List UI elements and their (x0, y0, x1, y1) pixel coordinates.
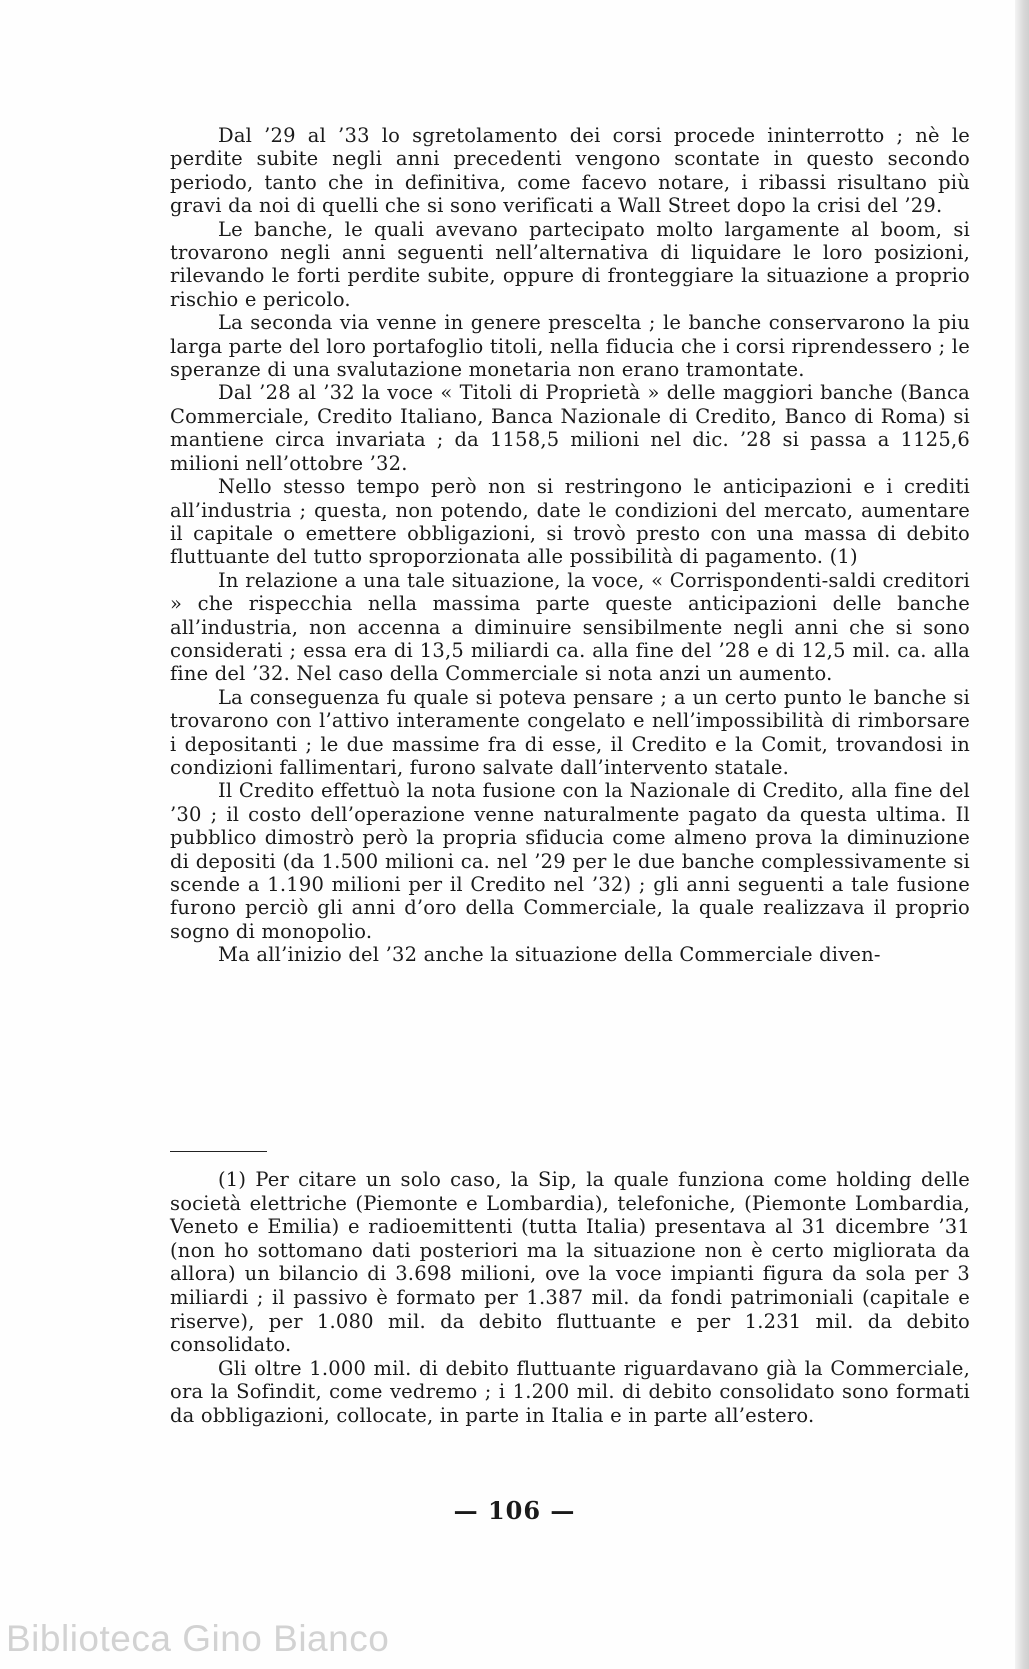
paragraph: Ma all’inizio del ’32 anche la situazione della Commerciale diven- (218, 943, 881, 967)
footnote-divider (170, 1151, 267, 1152)
page-edge-shadow (1015, 0, 1029, 1669)
page-number: — 106 — (453, 1496, 576, 1525)
paragraph: Il Credito effettuò la nota fusione con la Nazionale di Credito, alla fine del ’30 ; il costo dell’operazione venne naturalmente pagato da questa ultima. Il pubblico dimostrò però la propria sfiducia come almeno prova la diminuzione di depositi (da 1.500 milioni ca. nel ’29 per le due banche complessivamente si scende a 1.190 milioni per il Credito nel ’32) ; gli anni seguenti a tale fusione furono perciò gli anni d’oro della Commerciale, la quale realizzava il proprio sogno di monopolio. (170, 779, 970, 943)
paragraph: In relazione a una tale situazione, la voce, « Corrispondenti-saldi creditori » che rispecchia nella massima parte queste anticipazioni delle banche all’industria, non accenna a diminuire sensibilmente negli anni che si sono considerati ; essa era di 13,5 miliardi ca. alla fine del ’28 e di 12,5 mil. ca. alla fine del ’32. Nel caso della Commerciale si nota anzi un aumento. (170, 568, 970, 686)
body-text (170, 124, 970, 967)
footnote: (1) Per citare un solo caso, la Sip, la quale funziona come holding delle società elettriche (Piemonte e Lombardia), telefoniche, (Piemonte Lombardia, Veneto e Emilia) e radioemittenti (tutta Italia) presentava al 31 dicembre ’31 (non ho sottomano dati posteriori ma la situazione non è certo migliorata da allora) un bilancio di 3.698 milioni, ove la voce impianti figura da sola per 3 miliardi ; il passivo è formato per 1.387 mil. da fondi patrimoniali (capitale e riserve), per 1.080 mil. da debito fluttuante e per 1.231 mil. da debito consolidato. (170, 1168, 970, 1357)
paragraph: Dal ’28 al ’32 la voce « Titoli di Proprietà » delle maggiori banche (Banca Commerciale, Credito Italiano, Banca Nazionale di Credito, Banco di Roma) si mantiene circa invariata ; da 1158,5 milioni nel dic. ’28 si passa a 1125,6 milioni nell’ottobre ’32. (170, 381, 970, 475)
paragraph: La conseguenza fu quale si poteva pensare ; a un certo punto le banche si trovarono con l’attivo interamente congelato e nell’impossibilità di rimborsare i depositanti ; le due massime fra di esse, il Credito e la Comit, trovandosi in condizioni fallimentari, furono salvate dall’intervento statale. (170, 685, 970, 779)
library-watermark: Biblioteca Gino Bianco (6, 1618, 390, 1659)
paragraph: Le banche, le quali avevano partecipato molto largamente al boom, si trovarono negli anni seguenti nell’alternativa di liquidare le loro posizioni, rilevando le forti perdite subite, oppure di fronteggiare la situazione a proprio rischio e pericolo. (170, 217, 970, 311)
footnote: Gli oltre 1.000 mil. di debito fluttuante riguardavano già la Commerciale, ora la Sofindit, come vedremo ; i 1.200 mil. di debito consolidato sono formati da obbligazioni, collocate, in parte in Italia e in parte all’estero. (170, 1356, 970, 1427)
paragraph: Dal ’29 al ’33 lo sgretolamento dei corsi procede ininterrotto ; nè le perdite subite negli anni precedenti vengono scontate in questo secondo periodo, tanto che in definitiva, come facevo notare, i ribassi risultano più gravi da noi di quelli che si sono verificati a Wall Street dopo la crisi del ’29. (170, 124, 970, 218)
paragraph: La seconda via venne in genere prescelta ; le banche conservarono la piu larga parte del loro portafoglio titoli, nella fiducia che i corsi riprendessero ; le speranze di una svalutazione monetaria non erano tramontate. (170, 311, 970, 382)
footnotes (170, 1168, 970, 1428)
paragraph: Nello stesso tempo però non si restringono le anticipazioni e i crediti all’industria ; questa, non potendo, date le condizioni del mercato, aumentare il capitale o emettere obbligazioni, si trovò presto con una massa di debito fluttuante del tutto sproporzionata alle possibilità di pagamento. (1) (170, 475, 970, 569)
